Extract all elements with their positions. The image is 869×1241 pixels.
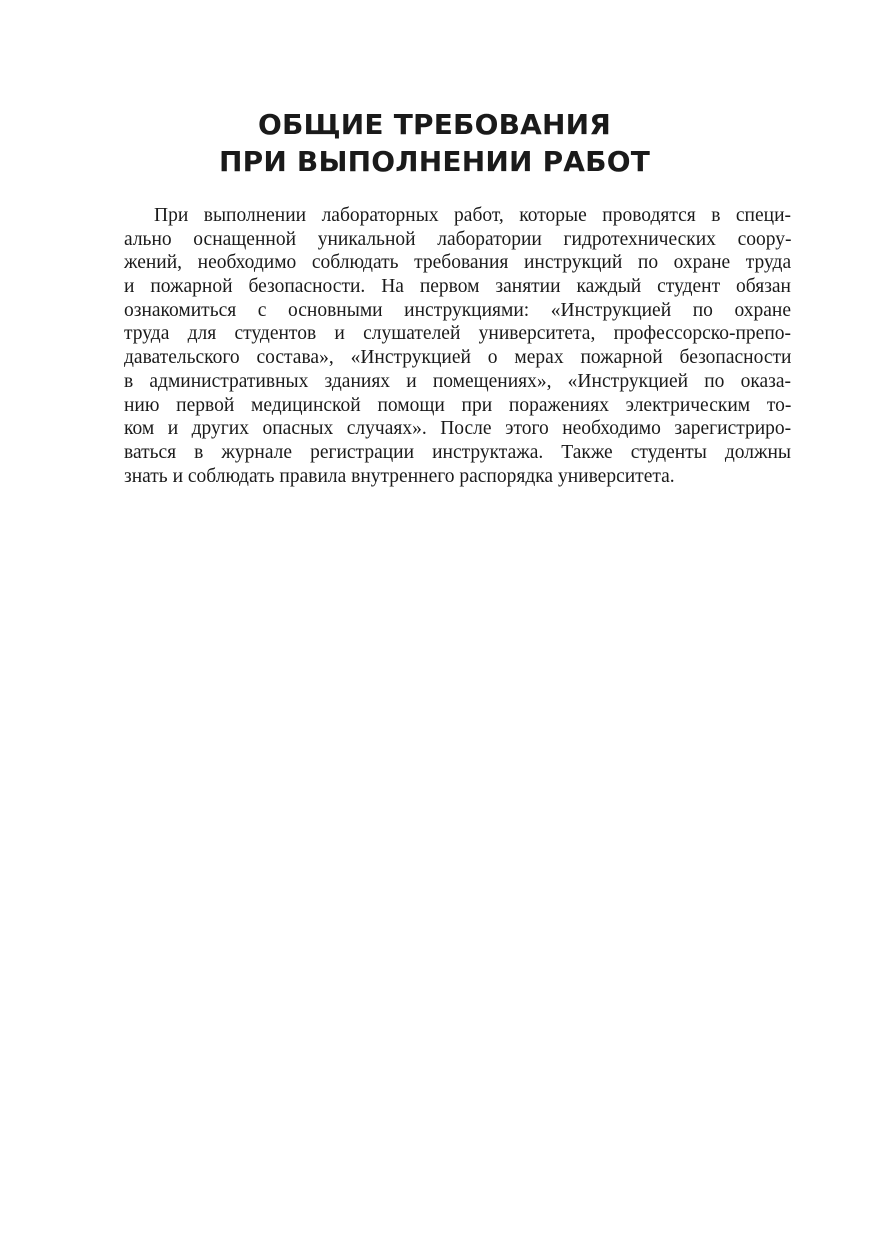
paragraph-line: труда для студентов и слушателей университета, профессорско-препо- (124, 323, 791, 345)
paragraph-line: ознакомиться с основными инструкциями: «Инструкцией по охране (124, 299, 791, 321)
section-title (0, 106, 869, 180)
paragraph-line: и пожарной безопасности. На первом занятии каждый студент обязан (124, 276, 791, 298)
body-paragraph (124, 204, 791, 488)
paragraph-line: жений, необходимо соблюдать требования инструкций по охране труда (124, 252, 792, 274)
paragraph-line: При выполнении лабораторных работ, которые проводятся в специ- (154, 205, 791, 226)
section-title-line-1: ОБЩИЕ ТРЕБОВАНИЯ (257, 108, 612, 141)
paragraph-line: ально оснащенной уникальной лаборатории гидротехнических соору- (124, 228, 792, 250)
section-title-line-2: ПРИ ВЫПОЛНЕНИИ РАБОТ (218, 145, 651, 178)
paragraph-line: давательского состава», «Инструкцией о мерах пожарной безопасности (124, 347, 792, 369)
paragraph-line: знать и соблюдать правила внутреннего распорядка университета. (124, 465, 675, 487)
paragraph-line: ком и других опасных случаях». После этого необходимо зарегистриро- (124, 418, 792, 440)
paragraph-line: нию первой медицинской помощи при поражениях электрическим то- (124, 394, 792, 416)
paragraph-line: ваться в журнале регистрации инструктажа. Также студенты должны (124, 441, 791, 463)
paragraph-line: в административных зданиях и помещениях», «Инструкцией по оказа- (124, 370, 791, 392)
